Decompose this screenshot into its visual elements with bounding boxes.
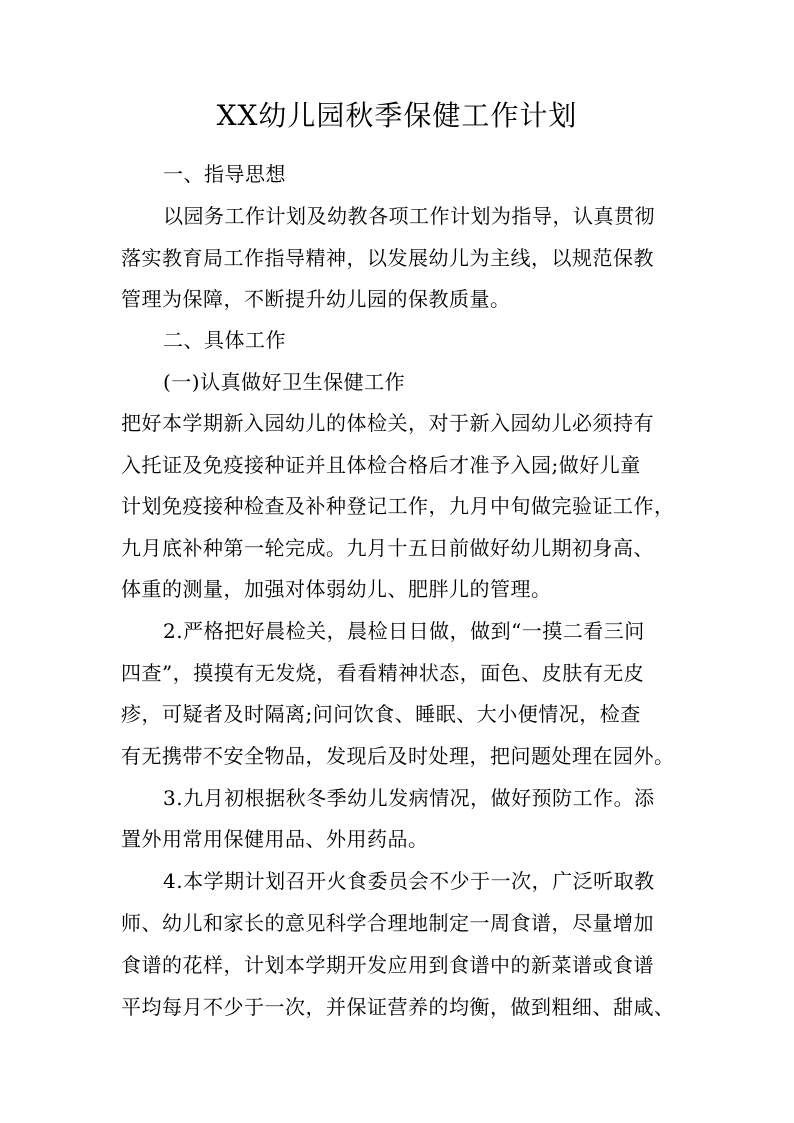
paragraph-line: 把好本学期新入园幼儿的体检关，对于新入园幼儿必须持有 bbox=[121, 411, 654, 435]
paragraph-line: 平均每月不少于一次，并保证营养的均衡，做到粗细、甜咸、 bbox=[121, 995, 675, 1019]
paragraph-line: 管理为保障，不断提升幼儿园的保教质量。 bbox=[121, 287, 511, 311]
section-heading-specific-work: 二、具体工作 bbox=[163, 328, 286, 352]
paragraph-line: 计划免疫接种检查及补种登记工作，九月中旬做完验证工作， bbox=[121, 494, 675, 518]
subsection-heading-hygiene: (一)认真做好卫生保健工作 bbox=[163, 370, 406, 394]
paragraph-line: 有无携带不安全物品，发现后及时处理，把问题处理在园外。 bbox=[121, 744, 675, 768]
paragraph-line: 四查”，摸摸有无发烧，看看精神状态，面色、皮肤有无皮 bbox=[121, 661, 645, 685]
paragraph-line: 4.本学期计划召开火食委员会不少于一次，广泛听取教 bbox=[163, 869, 655, 893]
paragraph-line: 入托证及免疫接种证并且体检合格后才准予入园;做好儿童 bbox=[121, 453, 641, 477]
paragraph-line: 落实教育局工作指导精神，以发展幼儿为主线，以规范保教 bbox=[121, 246, 654, 270]
paragraph-line: 食谱的花样，计划本学期开发应用到食谱中的新菜谱或食谱 bbox=[121, 953, 654, 977]
paragraph-line: 置外用常用保健用品、外用药品。 bbox=[121, 827, 429, 851]
section-heading-guiding-thought: 一、指导思想 bbox=[163, 162, 286, 186]
paragraph-line: 3.九月初根据秋冬季幼儿发病情况，做好预防工作。添 bbox=[163, 786, 655, 810]
paragraph-line: 体重的测量，加强对体弱幼儿、肥胖儿的管理。 bbox=[121, 577, 552, 601]
paragraph-line: 2.严格把好晨检关，晨检日日做，做到“一摸二看三问 bbox=[163, 619, 645, 643]
paragraph-line: 以园务工作计划及幼教各项工作计划为指导，认真贯彻 bbox=[163, 204, 655, 228]
paragraph-line: 九月底补种第一轮完成。九月十五日前做好幼儿期初身高、 bbox=[121, 536, 654, 560]
paragraph-line: 师、幼儿和家长的意见科学合理地制定一周食谱，尽量增加 bbox=[121, 911, 654, 935]
paragraph-line: 疹，可疑者及时隔离;问问饮食、睡眠、大小便情况，检查 bbox=[121, 702, 641, 726]
document-title: XX幼儿园秋季保健工作计划 bbox=[216, 99, 578, 132]
